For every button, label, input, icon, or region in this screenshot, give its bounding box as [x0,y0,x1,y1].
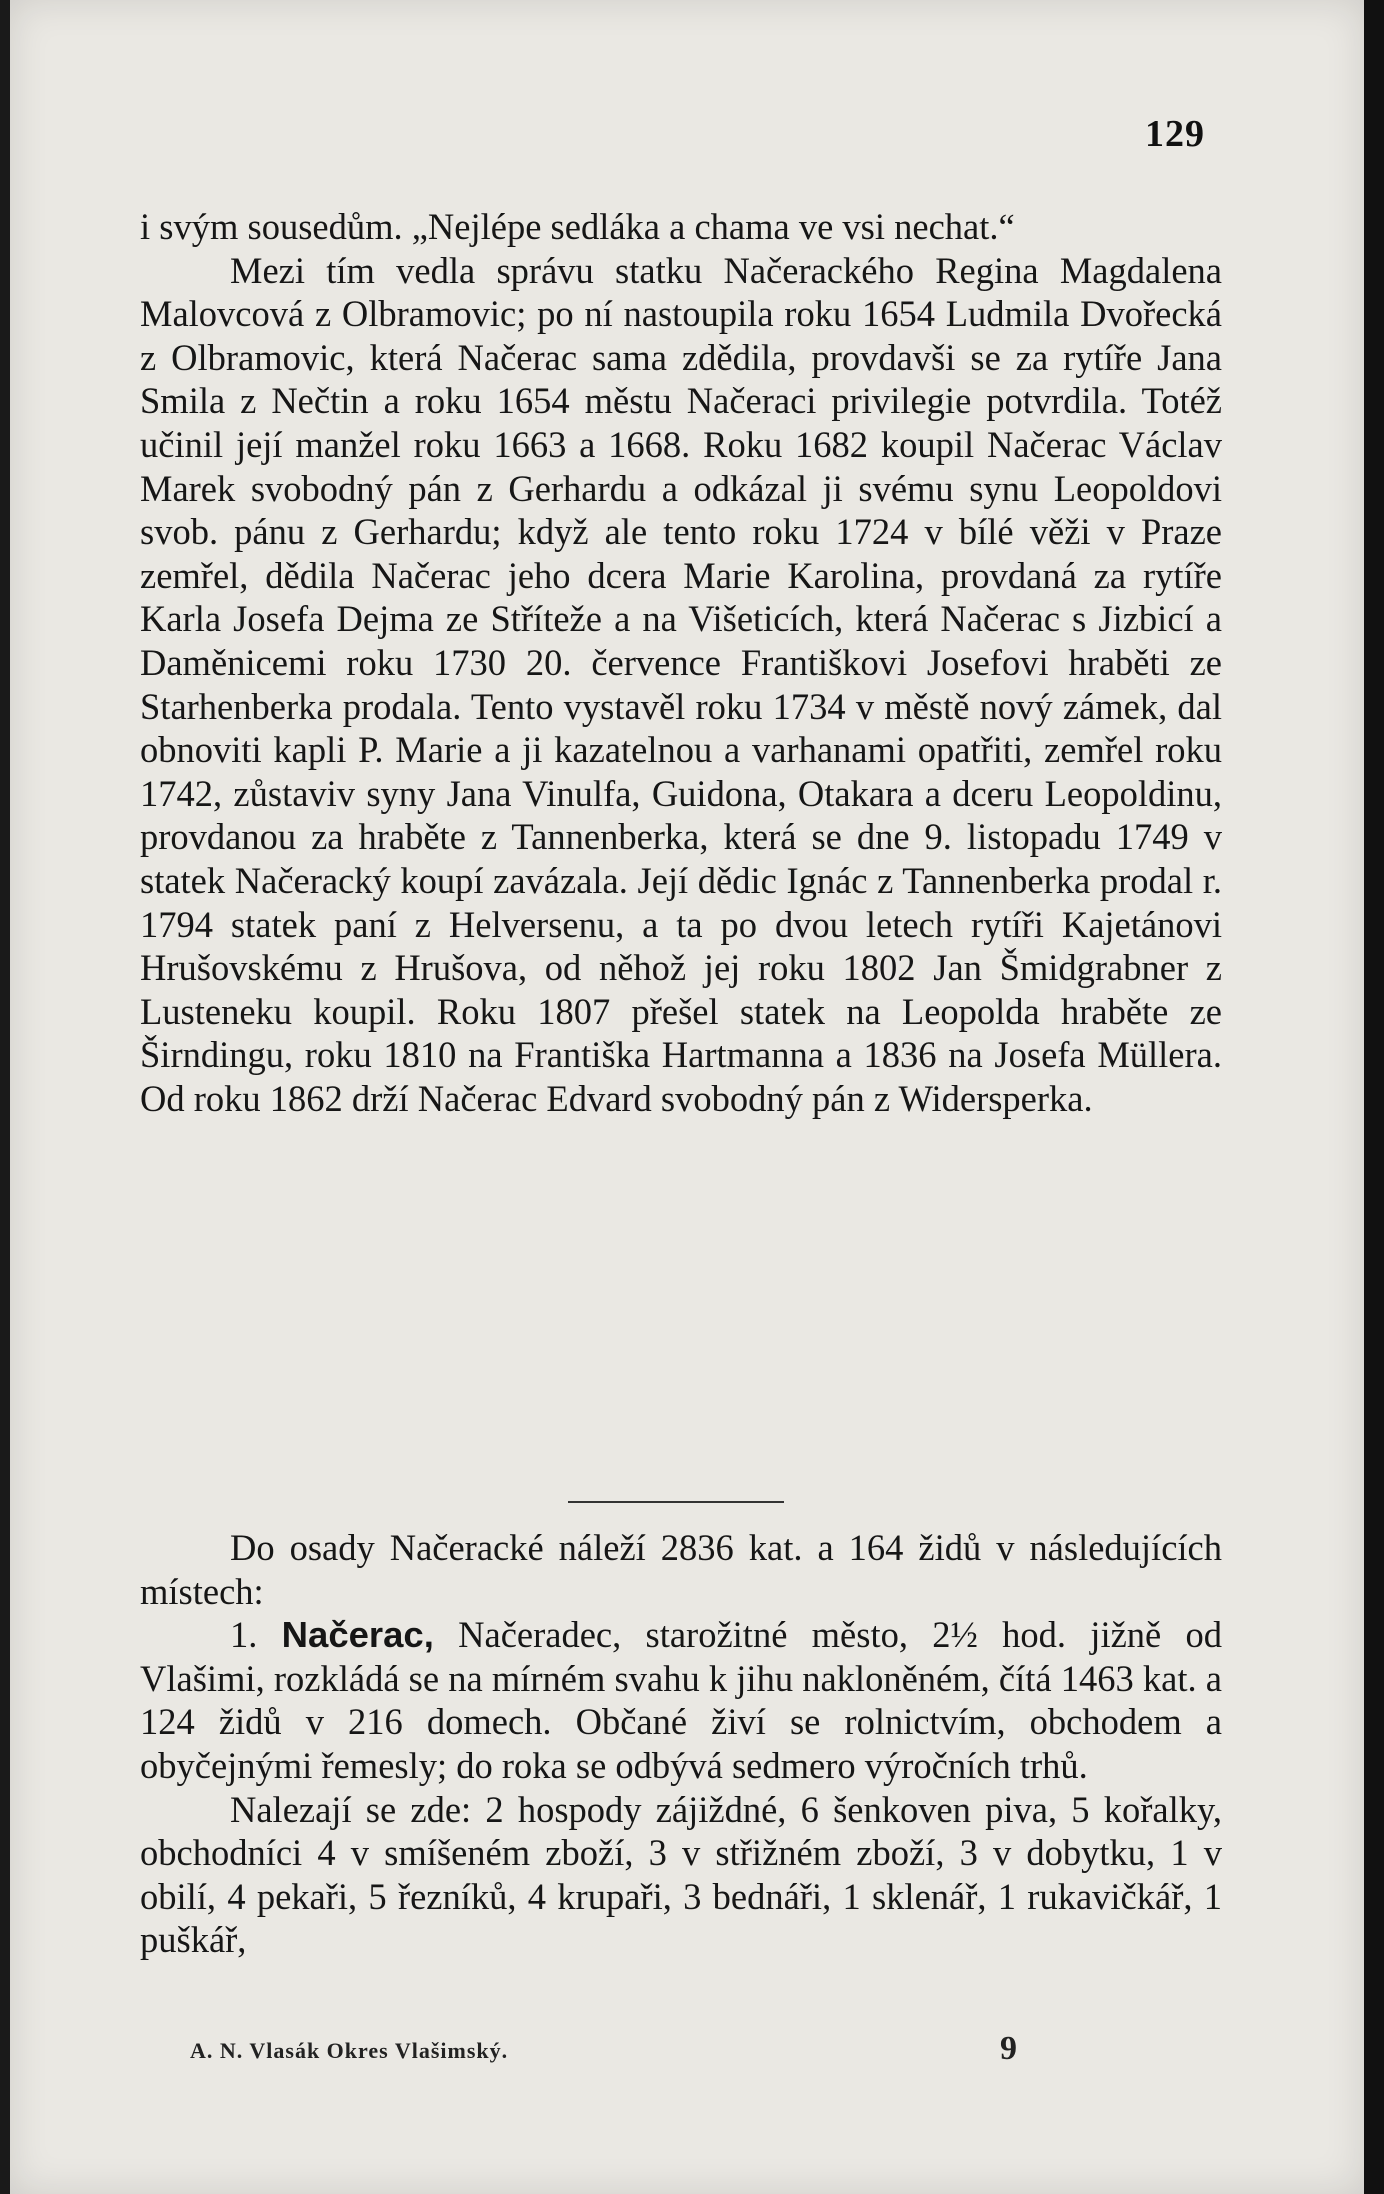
item-text: Načeradec, starožitné město, 2½ hod. jižně od Vlašimi, rozkládá se na mírném svahu k jihu nakloněném, čítá 1463 kat. a 124 židů v 216 domech. Občané živí se rolnictvím, obchodem a obyčejnými řemesly; do roka se odbývá sedmero výročních trhů. [140,1614,1223,1786]
town-name: Načerac, [281,1614,434,1656]
parish-section [140,1526,1222,1962]
paragraph-trades: Nalezají se zde: 2 hospody zájiždné, 6 šenkoven piva, 5 kořalky, obchodníci 4 v smíšeném zboží, 3 v střižném zboží, 3 v dobytku, 1 v obilí, 4 pekaři, 5 řezníků, 4 krupaři, 3 bednáři, 1 sklenář, 1 rukavičkář, 1 puškář, [140,1788,1222,1961]
history-section [140,205,1222,1120]
page-edge [1364,0,1384,2194]
book-page [10,0,1364,2194]
section-divider [568,1501,784,1503]
paragraph-continuation: i svým sousedům. „Nejlépe sedláka a chama ve vsi nechat.“ [140,206,1015,247]
page-number: 129 [1145,113,1205,155]
sheet-number: 9 [1000,2030,1017,2067]
paragraph-parish-intro: Do osady Načeracké náleží 2836 kat. a 164 židů v následujících místech: [140,1527,1222,1612]
item-number: 1. [230,1614,258,1656]
paragraph-item-1 [140,1613,1222,1787]
footer-signature: A. N. Vlasák Okres Vlašimský. [190,2038,509,2063]
paragraph-estate-history: Mezi tím vedla správu statku Načerackého Regina Magdalena Malovcová z Olbramovic; po ní nastoupila roku 1654 Ludmila Dvořecká z Olbramovic, která Načerac sama zdědila, provdavši se za rytíře Jana Smila z Nečtin a roku 1654 městu Načeraci privilegie potvrdila. Totéž učinil její manžel roku 1663 a 1668. Roku 1682 koupil Načerac Václav Marek svobodný pán z Gerhardu a odkázal ji svému synu Leopoldovi svob. pánu z Gerhardu; když ale tento roku 1724 v bílé věži v Praze zemřel, dědila Načerac jeho dcera Marie Karolina, provdaná za rytíře Karla Josefa Dejma ze Stříteže a na Višeticích, která Načerac s Jizbicí a Daměnicemi roku 1730 20. července Františkovi Josefovi hraběti ze Starhenberka prodala. Tento vystavěl roku 1734 v městě nový zámek, dal obnoviti kapli P. Marie a ji kazatelnou a varhanami opatřiti, zemřel roku 1742, zůstaviv syny Jana Vinulfa, Guidona, Otakara a dceru Leopoldinu, provdanou za hraběte z Tannenberka, která se dne 9. listopadu 1749 v statek Načeracký koupí zavázala. Její dědic Ignác z Tannenberka prodal r. 1794 statek paní z Helversenu, a ta po dvou letech rytíři Kajetánovi Hrušovskému z Hrušova, od něhož jej roku 1802 Jan Šmidgrabner z Lusteneku koupil. Roku 1807 přešel statek na Leopolda hraběte ze Širndingu, roku 1810 na Františka Hartmanna a 1836 na Josefa Müllera. Od roku 1862 drží Načerac Edvard svobodný pán z Widersperka. [140,249,1222,1119]
